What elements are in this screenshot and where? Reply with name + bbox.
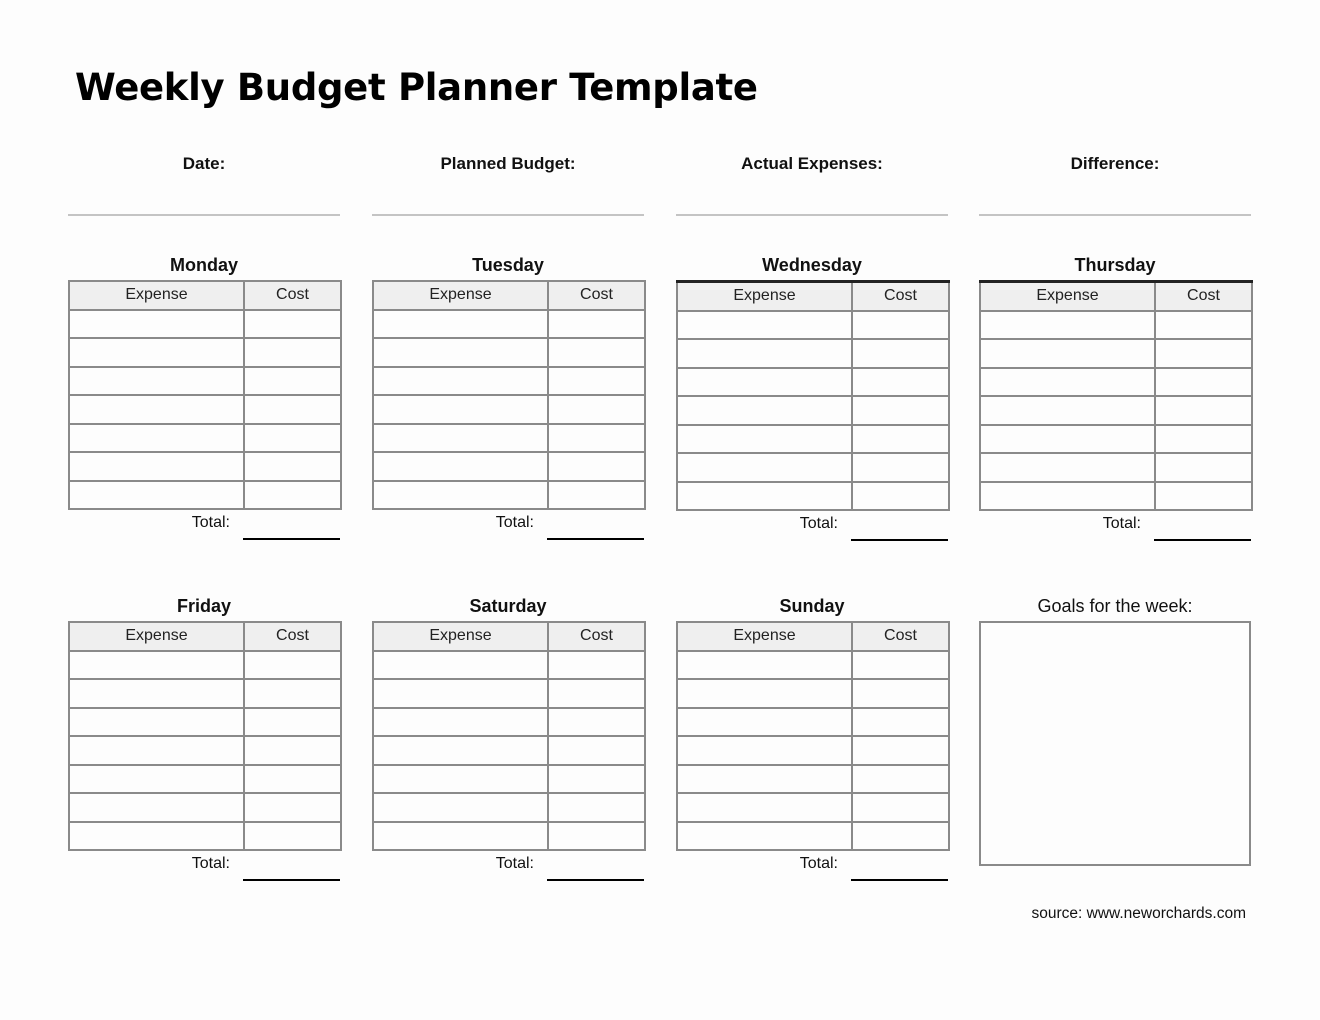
- expense-cell[interactable]: [677, 679, 852, 708]
- table-row: [677, 708, 949, 737]
- table-row: [373, 651, 645, 680]
- expense-cell[interactable]: [980, 482, 1155, 511]
- expense-cell[interactable]: [373, 395, 548, 424]
- expense-table-friday: [68, 621, 342, 851]
- expense-cell[interactable]: [677, 311, 852, 340]
- expense-table-wednesday: [676, 280, 950, 511]
- date-label: Date:: [182, 154, 226, 173]
- table-row: [677, 368, 949, 397]
- table-row: [980, 396, 1252, 425]
- day-title-wednesday: Wednesday: [762, 255, 862, 275]
- expense-cell[interactable]: [373, 452, 548, 481]
- planned-budget-label: Planned Budget:: [440, 154, 576, 173]
- total-label: Total:: [799, 855, 838, 872]
- expense-cell[interactable]: [677, 368, 852, 397]
- page-title: Weekly Budget Planner Template: [75, 66, 758, 109]
- expense-table-sunday: [676, 621, 950, 851]
- difference-field[interactable]: [979, 150, 1251, 216]
- cost-cell[interactable]: [852, 765, 949, 794]
- total-line[interactable]: [1154, 539, 1251, 541]
- table-header-row: [69, 281, 341, 310]
- cost-cell[interactable]: [852, 793, 949, 822]
- goals-label: Goals for the week:: [1037, 596, 1193, 616]
- table-row: [373, 679, 645, 708]
- table-row: [677, 311, 949, 340]
- actual-expenses-field[interactable]: [676, 150, 948, 216]
- cost-cell[interactable]: [852, 736, 949, 765]
- cost-cell[interactable]: [852, 368, 949, 397]
- table-row: [677, 679, 949, 708]
- total-label: Total:: [495, 514, 534, 531]
- expense-table-saturday: [372, 621, 646, 851]
- cost-column-header: Cost: [852, 282, 949, 311]
- cost-cell[interactable]: [244, 651, 341, 680]
- expense-cell[interactable]: [69, 822, 244, 851]
- cost-cell[interactable]: [852, 482, 949, 511]
- expense-cell[interactable]: [373, 310, 548, 339]
- expense-cell[interactable]: [677, 765, 852, 794]
- cost-cell[interactable]: [548, 481, 645, 510]
- total-line[interactable]: [851, 879, 948, 881]
- expense-column-header: Expense: [677, 622, 852, 651]
- day-title-thursday: Thursday: [1074, 255, 1156, 275]
- total-row-tuesday: [372, 510, 644, 542]
- cost-cell[interactable]: [548, 736, 645, 765]
- table-row: [373, 708, 645, 737]
- table-row: [373, 367, 645, 396]
- table-row: [677, 736, 949, 765]
- cost-cell[interactable]: [548, 679, 645, 708]
- cost-cell[interactable]: [548, 452, 645, 481]
- expense-column-header: Expense: [69, 622, 244, 651]
- date-line: [68, 214, 340, 216]
- expense-cell[interactable]: [373, 679, 548, 708]
- expense-column-header: Expense: [980, 282, 1155, 311]
- total-label: Total:: [495, 855, 534, 872]
- table-row: [373, 481, 645, 510]
- expense-cell[interactable]: [677, 651, 852, 680]
- expense-cell[interactable]: [69, 452, 244, 481]
- table-row: [373, 793, 645, 822]
- expense-table-monday: [68, 280, 342, 510]
- table-row: [69, 736, 341, 765]
- cost-column-header: Cost: [548, 622, 645, 651]
- expense-cell[interactable]: [677, 822, 852, 851]
- total-row-thursday: [979, 511, 1251, 543]
- cost-cell[interactable]: [244, 424, 341, 453]
- table-row: [980, 453, 1252, 482]
- expense-cell[interactable]: [69, 481, 244, 510]
- table-row: [677, 339, 949, 368]
- date-field[interactable]: [68, 150, 340, 216]
- table-row: [677, 651, 949, 680]
- cost-cell[interactable]: [852, 708, 949, 737]
- planned-budget-field[interactable]: [372, 150, 644, 216]
- expense-cell[interactable]: [373, 708, 548, 737]
- actual-expenses-line: [676, 214, 948, 216]
- table-row: [373, 765, 645, 794]
- total-row-friday: [68, 851, 340, 883]
- expense-cell[interactable]: [373, 765, 548, 794]
- cost-column-header: Cost: [852, 622, 949, 651]
- expense-cell[interactable]: [677, 453, 852, 482]
- expense-cell[interactable]: [373, 338, 548, 367]
- table-row: [677, 453, 949, 482]
- expense-cell[interactable]: [677, 396, 852, 425]
- expense-column-header: Expense: [373, 622, 548, 651]
- expense-cell[interactable]: [69, 395, 244, 424]
- table-row: [677, 793, 949, 822]
- difference-line: [979, 214, 1251, 216]
- total-line[interactable]: [243, 879, 340, 881]
- table-header-row: [677, 622, 949, 651]
- table-header-row: [980, 282, 1252, 311]
- goals-section: [979, 591, 1251, 866]
- cost-cell[interactable]: [1155, 453, 1252, 482]
- total-line[interactable]: [243, 538, 340, 540]
- total-row-sunday: [676, 851, 948, 883]
- cost-cell[interactable]: [1155, 396, 1252, 425]
- cost-cell[interactable]: [244, 452, 341, 481]
- total-line[interactable]: [851, 539, 948, 541]
- table-row: [69, 481, 341, 510]
- expense-cell[interactable]: [69, 338, 244, 367]
- table-row: [677, 396, 949, 425]
- actual-expenses-label: Actual Expenses:: [741, 154, 883, 173]
- expense-cell[interactable]: [69, 367, 244, 396]
- total-line[interactable]: [547, 538, 644, 540]
- expense-cell[interactable]: [69, 765, 244, 794]
- cost-cell[interactable]: [1155, 482, 1252, 511]
- expense-column-header: Expense: [373, 281, 548, 310]
- day-title-tuesday: Tuesday: [472, 255, 544, 275]
- cost-cell[interactable]: [548, 367, 645, 396]
- table-row: [980, 482, 1252, 511]
- total-label: Total:: [191, 855, 230, 872]
- day-block-tuesday: [372, 250, 644, 542]
- cost-cell[interactable]: [548, 793, 645, 822]
- cost-cell[interactable]: [852, 651, 949, 680]
- difference-label: Difference:: [1070, 154, 1160, 173]
- table-row: [980, 368, 1252, 397]
- cost-cell[interactable]: [1155, 339, 1252, 368]
- day-block-friday: [68, 591, 340, 883]
- total-label: Total:: [799, 515, 838, 532]
- table-row: [677, 765, 949, 794]
- cost-cell[interactable]: [244, 736, 341, 765]
- expense-cell[interactable]: [69, 424, 244, 453]
- day-title-saturday: Saturday: [469, 596, 547, 616]
- cost-cell[interactable]: [548, 765, 645, 794]
- table-row: [373, 338, 645, 367]
- cost-column-header: Cost: [548, 281, 645, 310]
- cost-cell[interactable]: [244, 481, 341, 510]
- expense-cell[interactable]: [980, 453, 1155, 482]
- expense-cell[interactable]: [373, 822, 548, 851]
- cost-cell[interactable]: [548, 338, 645, 367]
- cost-cell[interactable]: [852, 311, 949, 340]
- total-label: Total:: [191, 514, 230, 531]
- day-block-monday: [68, 250, 340, 542]
- cost-column-header: Cost: [244, 281, 341, 310]
- expense-cell[interactable]: [69, 736, 244, 765]
- table-row: [69, 708, 341, 737]
- expense-cell[interactable]: [373, 481, 548, 510]
- table-header-row: [69, 622, 341, 651]
- table-row: [69, 822, 341, 851]
- expense-cell[interactable]: [69, 793, 244, 822]
- cost-cell[interactable]: [244, 395, 341, 424]
- table-row: [69, 651, 341, 680]
- day-block-thursday: [979, 250, 1251, 543]
- cost-cell[interactable]: [244, 367, 341, 396]
- table-row: [677, 425, 949, 454]
- source-credit: source: www.neworchards.com: [1031, 905, 1246, 922]
- cost-column-header: Cost: [1155, 282, 1252, 311]
- expense-cell[interactable]: [980, 396, 1155, 425]
- cost-cell[interactable]: [244, 765, 341, 794]
- cost-cell[interactable]: [548, 651, 645, 680]
- cost-cell[interactable]: [244, 310, 341, 339]
- table-row: [69, 395, 341, 424]
- table-row: [69, 338, 341, 367]
- cost-cell[interactable]: [1155, 311, 1252, 340]
- total-row-saturday: [372, 851, 644, 883]
- cost-cell[interactable]: [852, 396, 949, 425]
- day-title-friday: Friday: [176, 596, 232, 616]
- table-row: [980, 311, 1252, 340]
- expense-cell[interactable]: [677, 482, 852, 511]
- table-row: [373, 822, 645, 851]
- expense-cell[interactable]: [373, 736, 548, 765]
- table-row: [677, 822, 949, 851]
- cost-cell[interactable]: [548, 424, 645, 453]
- table-header-row: [373, 281, 645, 310]
- expense-cell[interactable]: [373, 424, 548, 453]
- expense-column-header: Expense: [69, 281, 244, 310]
- cost-cell[interactable]: [1155, 368, 1252, 397]
- table-row: [69, 310, 341, 339]
- cost-cell[interactable]: [244, 822, 341, 851]
- day-block-saturday: [372, 591, 644, 883]
- cost-cell[interactable]: [548, 395, 645, 424]
- table-row: [373, 452, 645, 481]
- expense-cell[interactable]: [980, 339, 1155, 368]
- cost-cell[interactable]: [548, 310, 645, 339]
- table-row: [373, 736, 645, 765]
- expense-cell[interactable]: [373, 651, 548, 680]
- table-row: [69, 679, 341, 708]
- cost-cell[interactable]: [244, 708, 341, 737]
- day-block-sunday: [676, 591, 948, 883]
- expense-cell[interactable]: [677, 708, 852, 737]
- expense-cell[interactable]: [980, 425, 1155, 454]
- expense-cell[interactable]: [980, 311, 1155, 340]
- cost-cell[interactable]: [244, 679, 341, 708]
- day-title-sunday: Sunday: [779, 596, 845, 616]
- table-row: [69, 367, 341, 396]
- expense-cell[interactable]: [677, 793, 852, 822]
- goals-box[interactable]: [979, 621, 1251, 866]
- table-header-row: [373, 622, 645, 651]
- planned-budget-line: [372, 214, 644, 216]
- cost-cell[interactable]: [548, 708, 645, 737]
- cost-cell[interactable]: [852, 822, 949, 851]
- table-row: [69, 452, 341, 481]
- table-row: [677, 482, 949, 511]
- cost-column-header: Cost: [244, 622, 341, 651]
- day-title-monday: Monday: [169, 255, 238, 275]
- table-row: [980, 425, 1252, 454]
- table-row: [373, 424, 645, 453]
- expense-cell[interactable]: [373, 367, 548, 396]
- expense-table-thursday: [979, 280, 1253, 511]
- expense-cell[interactable]: [69, 679, 244, 708]
- total-line[interactable]: [547, 879, 644, 881]
- expense-cell[interactable]: [69, 310, 244, 339]
- cost-cell[interactable]: [244, 793, 341, 822]
- expense-table-tuesday: [372, 280, 646, 510]
- expense-cell[interactable]: [677, 425, 852, 454]
- table-row: [69, 793, 341, 822]
- cost-cell[interactable]: [1155, 425, 1252, 454]
- cost-cell[interactable]: [548, 822, 645, 851]
- table-row: [980, 339, 1252, 368]
- cost-cell[interactable]: [852, 453, 949, 482]
- cost-cell[interactable]: [852, 339, 949, 368]
- table-row: [373, 395, 645, 424]
- expense-cell[interactable]: [69, 651, 244, 680]
- total-row-wednesday: [676, 511, 948, 543]
- table-row: [69, 765, 341, 794]
- table-row: [69, 424, 341, 453]
- expense-cell[interactable]: [69, 708, 244, 737]
- total-label: Total:: [1102, 515, 1141, 532]
- table-header-row: [677, 282, 949, 311]
- cost-cell[interactable]: [852, 425, 949, 454]
- expense-cell[interactable]: [677, 339, 852, 368]
- table-row: [373, 310, 645, 339]
- day-block-wednesday: [676, 250, 948, 543]
- expense-cell[interactable]: [980, 368, 1155, 397]
- expense-column-header: Expense: [677, 282, 852, 311]
- cost-cell[interactable]: [852, 679, 949, 708]
- expense-cell[interactable]: [373, 793, 548, 822]
- total-row-monday: [68, 510, 340, 542]
- cost-cell[interactable]: [244, 338, 341, 367]
- expense-cell[interactable]: [677, 736, 852, 765]
